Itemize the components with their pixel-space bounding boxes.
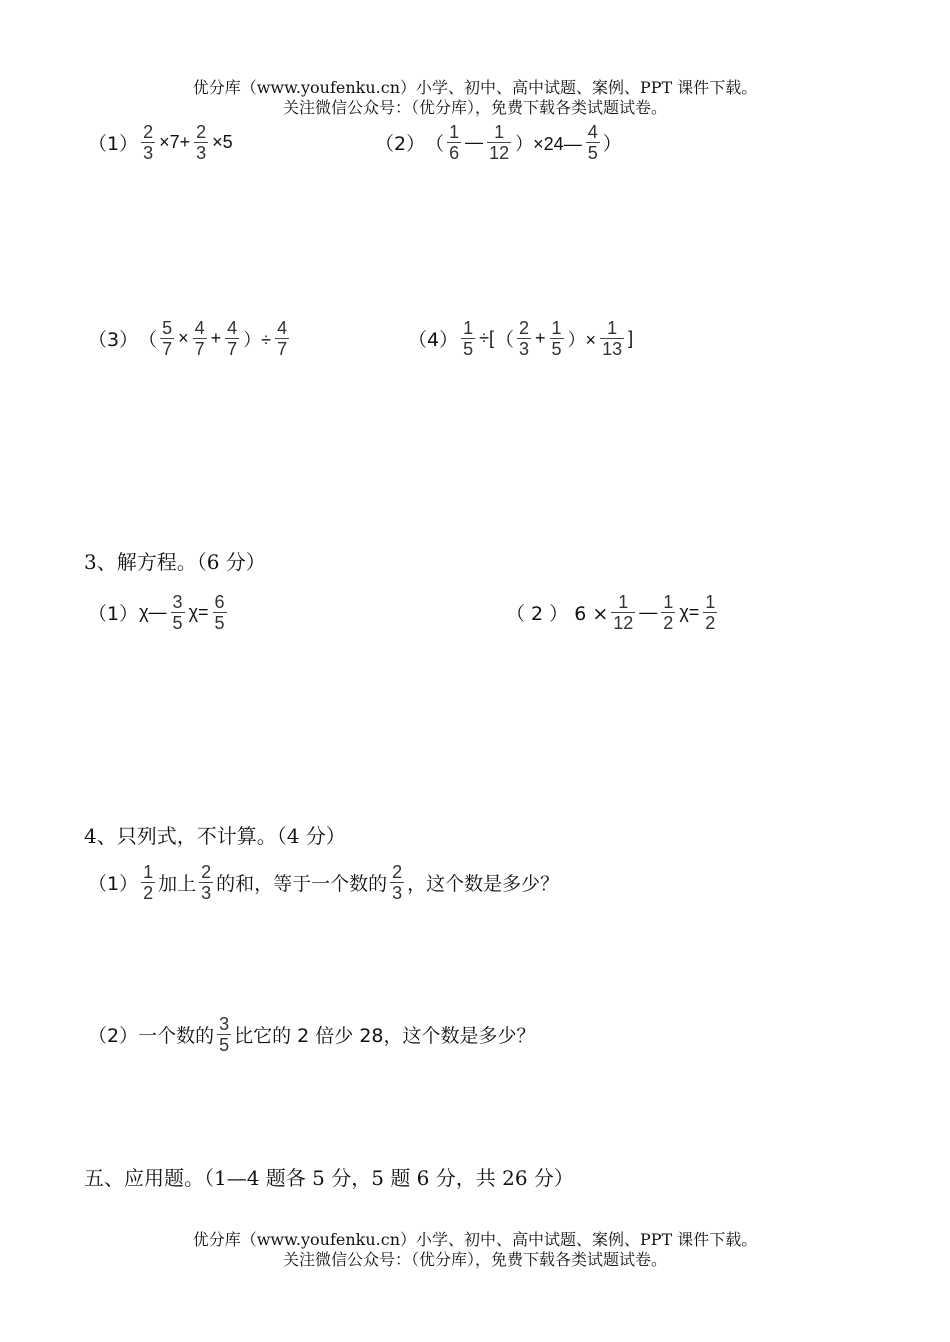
fraction: $\frac{2}{3}$	[201, 862, 212, 903]
operator: ）×24—	[515, 133, 582, 154]
calc-problem-4	[408, 318, 634, 359]
fraction: $\frac{1}{5}$	[463, 318, 474, 359]
operator: ×	[178, 328, 189, 348]
problem-label: （1）	[88, 873, 139, 895]
fraction: $\frac{5}{7}$	[162, 318, 173, 359]
fraction: $\frac{2}{3}$	[392, 862, 403, 903]
problem-label: （1）	[88, 603, 139, 625]
fraction: $\frac{1}{12}$	[613, 592, 634, 633]
operator: ）×	[567, 329, 597, 350]
calc-problem-1	[88, 122, 234, 163]
fraction: $\frac{4}{7}$	[194, 318, 205, 359]
operator: ÷[	[479, 328, 494, 348]
operator: +	[210, 328, 222, 348]
operator: χ=	[679, 602, 700, 622]
header-line-1: 优分库（www.youfenku.cn）小学、初中、高中试题、案例、PPT 课件下载。	[192, 78, 758, 97]
problem-label: （4）	[408, 329, 459, 351]
fraction: $\frac{4}{7}$	[227, 318, 238, 359]
header-line-2: 关注微信公众号：（优分库），免费下载各类试题试卷。	[282, 98, 667, 117]
section-3-title: 3、解方程。（6 分）	[84, 550, 266, 574]
problem-label: （3）	[88, 329, 139, 351]
fraction: $\frac{2}{3}$	[196, 122, 207, 163]
fraction: $\frac{1}{2}$	[143, 862, 154, 903]
equation-2	[506, 592, 720, 633]
operator: ×7+	[159, 132, 191, 152]
operator: ×5	[212, 132, 233, 152]
operator: χ—	[139, 602, 167, 622]
fraction: $\frac{6}{5}$	[214, 592, 225, 633]
question-text: 比它的 2 倍少 28，这个数是多少？	[234, 1025, 536, 1047]
equation-1	[88, 592, 230, 633]
footer-line-1: 优分库（www.youfenku.cn）小学、初中、高中试题、案例、PPT 课件下载。	[192, 1230, 758, 1249]
fraction: $\frac{2}{3}$	[143, 122, 154, 163]
fraction: $\frac{4}{5}$	[587, 122, 598, 163]
paren: （	[495, 329, 515, 351]
fraction: $\frac{3}{5}$	[219, 1014, 230, 1055]
fraction: $\frac{1}{12}$	[489, 122, 510, 163]
fraction: $\frac{1}{13}$	[602, 318, 623, 359]
problem-label: （ 2 ） 6 ×	[506, 603, 609, 625]
section-5-title: 五、应用题。（1—4 题各 5 分，5 题 6 分，共 26 分）	[84, 1166, 574, 1190]
question-text: ，这个数是多少？	[407, 873, 560, 895]
question-1	[88, 862, 559, 903]
fraction: $\frac{4}{7}$	[277, 318, 288, 359]
paren: （	[138, 329, 158, 351]
calc-problem-2	[375, 122, 622, 163]
paren: ）	[602, 133, 622, 155]
fraction: $\frac{1}{2}$	[705, 592, 716, 633]
section-4-title: 4、只列式，不计算。（4 分）	[84, 824, 346, 848]
question-2	[88, 1014, 536, 1055]
operator: +	[535, 328, 546, 348]
fraction: $\frac{1}{2}$	[663, 592, 674, 633]
operator: χ=	[188, 602, 209, 622]
operator: ）÷	[243, 329, 272, 350]
fraction: $\frac{1}{5}$	[551, 318, 562, 359]
footer-line-2: 关注微信公众号：（优分库），免费下载各类试题试卷。	[282, 1250, 667, 1269]
operator: ]	[628, 328, 634, 348]
question-text: 加上	[158, 873, 197, 895]
operator: —	[639, 602, 658, 622]
fraction: $\frac{1}{6}$	[449, 122, 460, 163]
fraction: $\frac{2}{3}$	[519, 318, 530, 359]
question-text: 的和，等于一个数的	[216, 873, 388, 895]
problem-label: （2）	[375, 133, 426, 155]
calc-problem-3	[88, 318, 292, 359]
paren: （	[425, 133, 445, 155]
problem-label: （2）一个数的	[88, 1025, 215, 1047]
fraction: $\frac{3}{5}$	[172, 592, 183, 633]
operator: —	[465, 132, 484, 152]
problem-label: （1）	[88, 133, 139, 155]
